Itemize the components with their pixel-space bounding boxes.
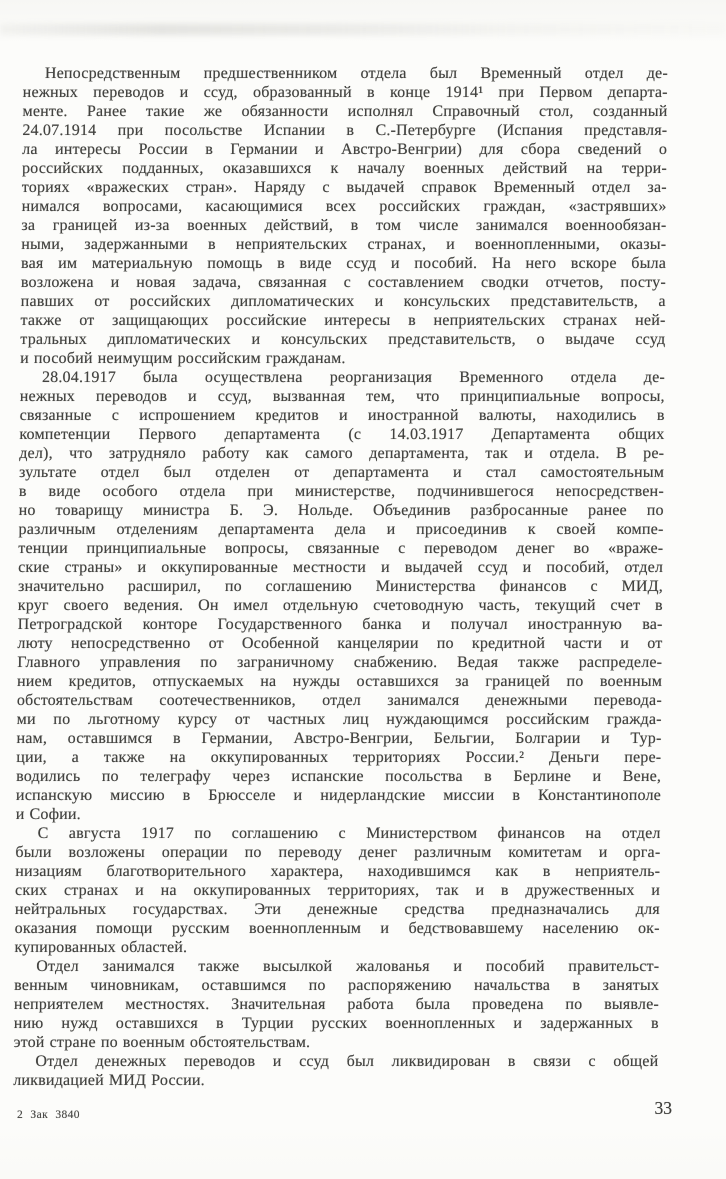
- text-line: компетенции Первого департамента (с 14.03.1917 Департамента общих: [19, 426, 665, 443]
- text-line: нием кредитов, отпускаемых на нужды оставшихся за границей по военным: [16, 673, 663, 690]
- page-text-block: [13, 64, 668, 1090]
- text-line: Главного управления по заграничному снабжению. Ведая также распределе-: [17, 654, 663, 671]
- text-line: Петроградской конторе Государственного банка и получал иностранную ва-: [17, 616, 663, 633]
- text-line: нежных переводов и ссуд, образованный в конце 1914¹ при Первом департа-: [22, 84, 668, 101]
- text-line: зультате отдел был отделен от департамента и стал самостоятельным: [18, 464, 665, 481]
- text-line: ториях «вражеских стран». Наряду с выдачей справок Временный отдел за-: [21, 179, 667, 196]
- text-line: тральных дипломатических и консульских представительств, о выдаче ссуд: [20, 331, 666, 348]
- text-line: ции, а также на оккупированных территориях России.² Деньги пере-: [16, 749, 662, 766]
- text-line: вая им материальную помощь в виде ссуд и пособий. На него вскоре была: [21, 255, 667, 272]
- text-line: ские страны» и оккупированные местности и выдачей ссуд и пособий, отдел: [18, 559, 664, 576]
- text-line: этой стране по военным обстоятельствам.: [13, 1034, 311, 1051]
- text-line: люту непосредственно от Особенной канцелярии по кредитной части и от: [17, 635, 663, 652]
- text-line: ми по льготному курсу от частных лиц нуждающимся российским гражда-: [16, 711, 662, 728]
- text-line: тенции принципиальные вопросы, связанные с переводом денег во «враже-: [18, 540, 664, 557]
- paragraph: [14, 824, 660, 957]
- text-line: ликвидацией МИД России.: [13, 1072, 205, 1089]
- text-line: ских странах и на оккупированных территориях, так и в дружественных и: [14, 882, 661, 899]
- text-line: венным чиновникам, оставшимся по распоряжению начальства в занятых: [14, 977, 660, 994]
- text-line: нежных переводов и ссуд, вызванная тем, что принципиальные вопросы,: [19, 388, 665, 405]
- paragraph: [14, 957, 660, 1052]
- text-line: Отдел денежных переводов и ссуд был ликвидирован в связи с общей: [35, 1053, 659, 1070]
- text-line: нам, оставшимся в Германии, Австро-Венгрии, Бельгии, Болгарии и Тур-: [16, 730, 662, 747]
- text-line: 24.07.1914 при посольстве Испании в С.-Петербурге (Испания представля-: [22, 122, 668, 139]
- text-line: низациям благотворительного характера, находившимся как в неприятель-: [15, 863, 661, 880]
- text-line: нию нужд оставшихся в Турции русских военнопленных и задержанных в: [13, 1015, 659, 1032]
- text-line: в виде особого отдела при министерстве, подчинившегося непосредствен-: [18, 483, 664, 500]
- text-line: нимался вопросами, касающимися всех российских граждан, «застрявших»: [21, 198, 667, 215]
- text-line: Отдел занимался также высылкой жалованья и пособий правительст-: [36, 958, 660, 975]
- text-line: менте. Ранее такие же обязанности исполнял Справочный стол, созданный: [22, 103, 668, 120]
- text-line: оказания помощи русским военнопленным и бедствовавшему населению ок-: [14, 920, 660, 937]
- text-line: дел), что затрудняло работу как самого департамента, так и отдела. В ре-: [19, 445, 665, 462]
- text-line: Непосредственным предшественником отдела был Временный отдел де-: [44, 65, 668, 82]
- text-line: различным отделениям департамента дела и присоединив к своей компе-: [18, 521, 664, 538]
- text-line: ными, задержанными в неприятельских странах, и военнопленными, оказы-: [21, 236, 667, 253]
- page-number: 33: [654, 1098, 672, 1118]
- text-line: значительно расширил, по соглашению Министерства финансов с МИД,: [17, 578, 664, 595]
- text-line: но товарищу министра Б. Э. Нольде. Объединив разбросанные ранее по: [18, 502, 664, 519]
- text-line: 28.04.1917 была осуществлена реорганизация Временного отдела де-: [41, 369, 666, 386]
- text-line: купированных областей.: [14, 939, 188, 956]
- text-line: испанскую миссию в Брюсселе и нидерландские миссии в Константинополе: [15, 787, 662, 804]
- paragraph: [13, 1052, 658, 1090]
- text-line: павших от российских дипломатических и консульских представительств, а: [20, 293, 666, 310]
- text-line: возложена и новая задача, связанная с составлением сводки отчетов, посту-: [20, 274, 666, 291]
- scan-smudge-artifact: [0, 24, 726, 35]
- text-line: водились по телеграфу через испанские посольства в Берлине и Вене,: [16, 768, 662, 785]
- text-line: российских подданных, оказавшихся к началу военных действий на терри-: [21, 160, 668, 177]
- text-line: круг своего ведения. Он имел отдельную счетоводную часть, текущий счет в: [17, 597, 663, 614]
- text-line: связанные с испрошением кредитов и иностранной валюты, находились в: [19, 407, 665, 424]
- paragraph: [16, 368, 665, 824]
- text-line: неприятелем местностях. Значительная работа была проведена по выявле-: [13, 996, 660, 1013]
- text-line: были возложены операции по переводу денег различным комитетам и орга-: [15, 844, 661, 861]
- text-line: за границей из-за военных действий, в том числе занимался военнообязан-: [21, 217, 667, 234]
- text-line: С августа 1917 по соглашению с Министерством финансов на отдел: [37, 825, 661, 842]
- text-line: ла интересы России в Германии и Австро-Венгрии) для сбора сведений о: [22, 141, 668, 158]
- print-run-note: 2 Зак 3840: [17, 1109, 80, 1121]
- text-line: нейтральных государствах. Эти денежные средства предназначались для: [14, 901, 660, 918]
- text-line: обстоятельствам соотечественников, отдел занимался денежными перевода-: [16, 692, 662, 709]
- text-line: и Софии.: [15, 806, 82, 823]
- paragraph: [20, 64, 668, 368]
- text-line: также от защищающих российские интересы в неприятельских странах ней-: [20, 312, 666, 329]
- text-line: и пособий неимущим российским гражданам.: [20, 350, 346, 367]
